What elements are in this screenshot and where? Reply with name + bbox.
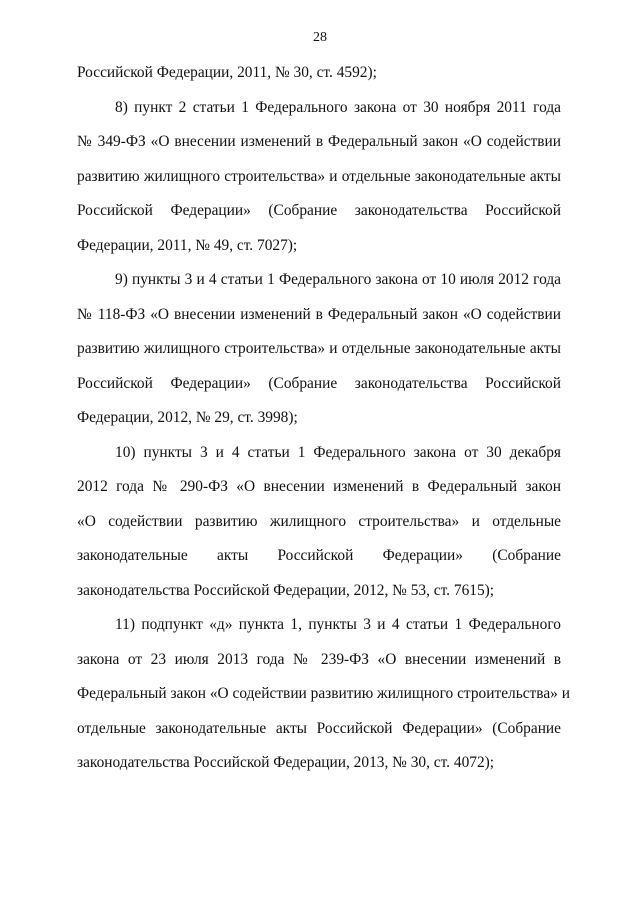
- text-line: Федеральный закон «О содействии развитию жилищного строительства» и: [77, 685, 570, 702]
- text-block: [77, 56, 570, 781]
- paragraph-item-10-first-line: 10) пункты 3 и 4 статьи 1 Федерального закона от 30 декабря: [115, 443, 561, 461]
- text-line: № 349-ФЗ «О внесении изменений в Федеральный закон «О содействии: [77, 133, 561, 150]
- text-line: законодательные акты Российской Федерации» (Собрание: [77, 547, 561, 564]
- text-line: Федерации, 2012, № 29, ст. 3998);: [77, 409, 298, 426]
- text-line: 2012 года № 290-ФЗ «О внесении изменений в Федеральный закон: [77, 478, 561, 495]
- text-line: Российской Федерации, 2011, № 30, ст. 4592);: [77, 64, 377, 81]
- text-line: «О содействии развитию жилищного строительства» и отдельные: [77, 512, 561, 530]
- text-line: Федерации, 2011, № 49, ст. 7027);: [77, 236, 298, 254]
- text-line: отдельные законодательные акты Российской Федерации» (Собрание: [77, 719, 561, 737]
- text-line: законодательства Российской Федерации, 2012, № 53, ст. 7615);: [77, 581, 495, 599]
- paragraph-item-8-first-line: 8) пункт 2 статьи 1 Федерального закона от 30 ноября 2011 года: [115, 98, 561, 116]
- text-line: развитию жилищного строительства» и отдельные законодательные акты: [77, 340, 561, 357]
- text-line: № 118-ФЗ «О внесении изменений в Федеральный закон «О содействии: [77, 305, 561, 323]
- paragraph-item-11-first-line: 11) подпункт «д» пункта 1, пункты 3 и 4 статьи 1 Федерального: [115, 616, 561, 633]
- text-line: развитию жилищного строительства» и отдельные законодательные акты: [77, 167, 561, 185]
- text-line: закона от 23 июля 2013 года № 239-ФЗ «О внесении изменений в: [77, 650, 561, 668]
- page-number: 28: [313, 30, 327, 45]
- text-line: Российской Федерации» (Собрание законодательства Российской: [77, 202, 561, 219]
- paragraph-item-9-first-line: 9) пункты 3 и 4 статьи 1 Федерального закона от 10 июля 2012 года: [115, 271, 561, 288]
- text-line: законодательства Российской Федерации, 2013, № 30, ст. 4072);: [77, 754, 495, 771]
- text-line: Российской Федерации» (Собрание законодательства Российской: [77, 374, 561, 392]
